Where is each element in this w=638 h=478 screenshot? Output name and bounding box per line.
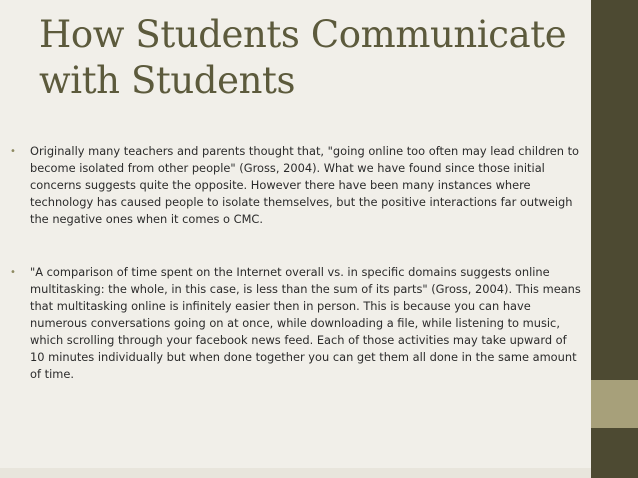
bullet-item bbox=[10, 264, 580, 383]
bullet-text: Originally many teachers and parents thought that, "going online too often may lead children to become isolated from other people" (Gross, 2004). What we have found since those initial concerns suggests quite the opposite. However there have been many instances where technology has caused people to isolate themselves, but the positive interactions far outweigh the negative ones when it comes o CMC. bbox=[30, 144, 580, 226]
side-decoration-accent bbox=[591, 380, 638, 428]
bullet-text: "A comparison of time spent on the Internet overall vs. in specific domains suggests online multitasking: the whole, in this case, is less than the sum of its parts" (Gross, 2004). This means that multitasking online is infinitely easier then in person. This is because you can have numerous conversations going on at once, while downloading a file, while listening to music, which scrolling through your facebook news feed. Each of those activities may take upward of 10 minutes individually but when done together you can get them all done in the same amount of time. bbox=[30, 265, 581, 381]
bullet-item bbox=[10, 143, 580, 228]
slide-title: How Students Communicate with Students bbox=[39, 13, 567, 102]
bottom-strip bbox=[0, 468, 591, 478]
bullet-dot-icon: • bbox=[10, 267, 16, 278]
bullet-dot-icon: • bbox=[10, 146, 16, 157]
